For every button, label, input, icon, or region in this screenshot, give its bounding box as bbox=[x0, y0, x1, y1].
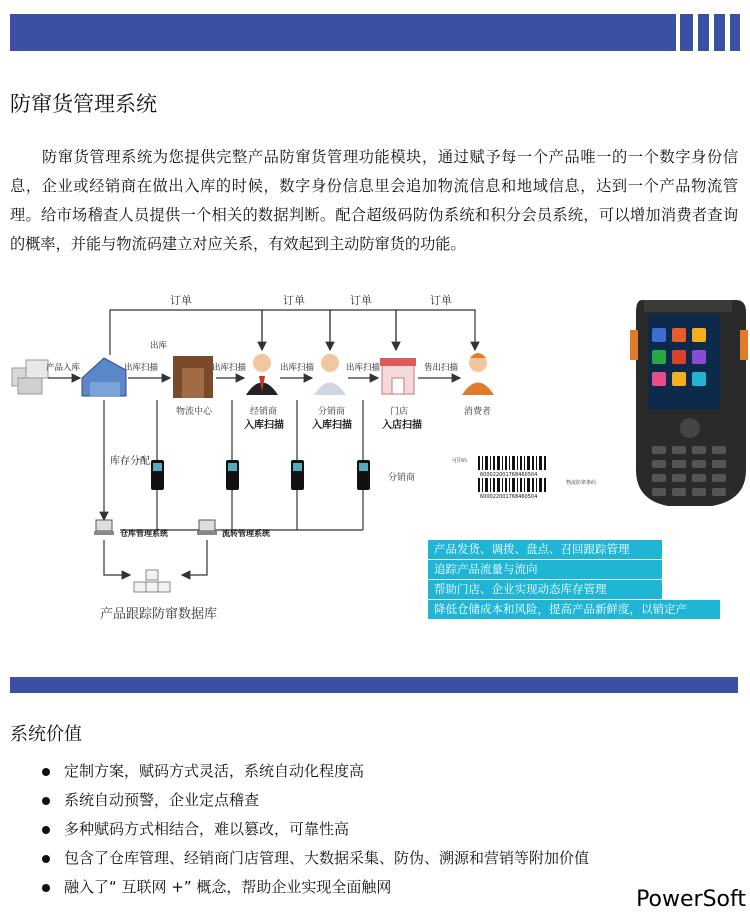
distributor-label: 分销商 bbox=[388, 473, 416, 483]
scan-label: 入库扫描 bbox=[312, 420, 352, 431]
flow-label: 产品入库 bbox=[46, 363, 81, 373]
list-item: 融入了“ 互联网 +” 概念，帮助企业实现全面触网 bbox=[42, 873, 589, 902]
distributor-avatar-icon bbox=[314, 354, 346, 395]
list-item: 多种赋码方式相结合，难以篡改，可靠性高 bbox=[42, 815, 589, 844]
dealer-avatar-icon bbox=[246, 354, 278, 395]
handheld-terminal-image bbox=[630, 300, 748, 506]
scan-label: 入店扫描 bbox=[382, 420, 422, 431]
feature-tag: 降低仓储成本和风险，提高产品新鲜度，以销定产 bbox=[428, 600, 720, 619]
list-item: 定制方案，赋码方式灵活，系统自动化程度高 bbox=[42, 757, 589, 786]
bullet-icon bbox=[42, 884, 50, 892]
barcode-image bbox=[478, 478, 546, 500]
values-title: 系统价值 bbox=[10, 724, 82, 745]
flow-label: 售出扫描 bbox=[424, 363, 459, 373]
brand-logo-text: PowerSoft bbox=[636, 887, 746, 912]
order-label: 订单 bbox=[430, 294, 452, 307]
barcode-image bbox=[476, 456, 548, 478]
code-label: 可印码 bbox=[452, 458, 468, 464]
order-label: 订单 bbox=[283, 294, 305, 307]
store-icon bbox=[380, 358, 416, 394]
code-label: 物流防窜条码 bbox=[566, 480, 597, 486]
database-label: 产品跟踪防窜数据库 bbox=[100, 607, 218, 622]
values-list bbox=[42, 757, 589, 902]
bullet-icon bbox=[42, 797, 50, 805]
computer-icon bbox=[197, 520, 217, 535]
boxes-icon bbox=[12, 360, 48, 394]
list-item: 系统自动预警，企业定点稽查 bbox=[42, 786, 589, 815]
scanner-icon bbox=[151, 460, 164, 490]
flow-label: 出库扫描 bbox=[346, 363, 381, 373]
scanner-icon bbox=[357, 460, 370, 490]
flow-label: 出库扫描 bbox=[212, 363, 247, 373]
logistics-center-icon bbox=[173, 356, 213, 398]
flow-label: 出库扫描 bbox=[280, 363, 315, 373]
scan-label: 入库扫描 bbox=[244, 420, 284, 431]
barcode-number: 600022001768460504 bbox=[480, 494, 538, 500]
flow-label: 出库 bbox=[150, 341, 168, 351]
bullet-icon bbox=[42, 768, 50, 776]
feature-tag: 产品发货、调拨、盘点、召回跟踪管理 bbox=[428, 540, 662, 559]
computer-icon bbox=[94, 520, 114, 535]
bullet-icon bbox=[42, 826, 50, 834]
node-label: 物流中心 bbox=[176, 407, 213, 417]
inventory-alloc-label: 库存分配 bbox=[110, 456, 150, 467]
database-icon bbox=[134, 570, 170, 592]
node-label: 门店 bbox=[390, 407, 409, 417]
system-label: 仓库管理系统 bbox=[120, 528, 168, 538]
intro-paragraph: 防窜货管理系统为您提供完整产品防窜货管理功能模块，通过赋予每一个产品唯一的一个数字身份信息，企业或经销商在做出入库的时候，数字身份信息里会追加物流信息和地域信息，达到一个产品物流管理。给市场稽查人员提供一个相关的数据判断。配合超级码防伪系统和积分会员系统，可以增加消费者查询的概率，并能与物流码建立对应关系，有效起到主动防窜货的功能。 bbox=[10, 148, 738, 253]
order-label: 订单 bbox=[170, 294, 192, 307]
consumer-avatar-icon bbox=[462, 353, 494, 395]
system-label: 流转管理系统 bbox=[222, 528, 270, 538]
feature-tag: 追踪产品流量与流向 bbox=[428, 560, 662, 579]
flow-label: 出库扫描 bbox=[124, 363, 159, 373]
feature-tag: 帮助门店、企业实现动态库存管理 bbox=[428, 580, 662, 599]
bullet-icon bbox=[42, 855, 50, 863]
top-banner bbox=[10, 14, 740, 51]
node-label: 分销商 bbox=[318, 407, 346, 417]
barcode-number: 600022001768460504 bbox=[480, 472, 538, 478]
order-label: 订单 bbox=[350, 294, 372, 307]
scanner-icon bbox=[291, 460, 304, 490]
list-item: 包含了仓库管理、经销商门店管理、大数据采集、防伪、溯源和营销等附加价值 bbox=[42, 844, 589, 873]
node-label: 经销商 bbox=[250, 407, 278, 417]
node-label: 消费者 bbox=[464, 407, 492, 417]
page-title: 防窜货管理系统 bbox=[10, 92, 157, 116]
warehouse-icon bbox=[82, 358, 126, 396]
section-divider bbox=[10, 677, 738, 693]
scanner-icon bbox=[226, 460, 239, 490]
